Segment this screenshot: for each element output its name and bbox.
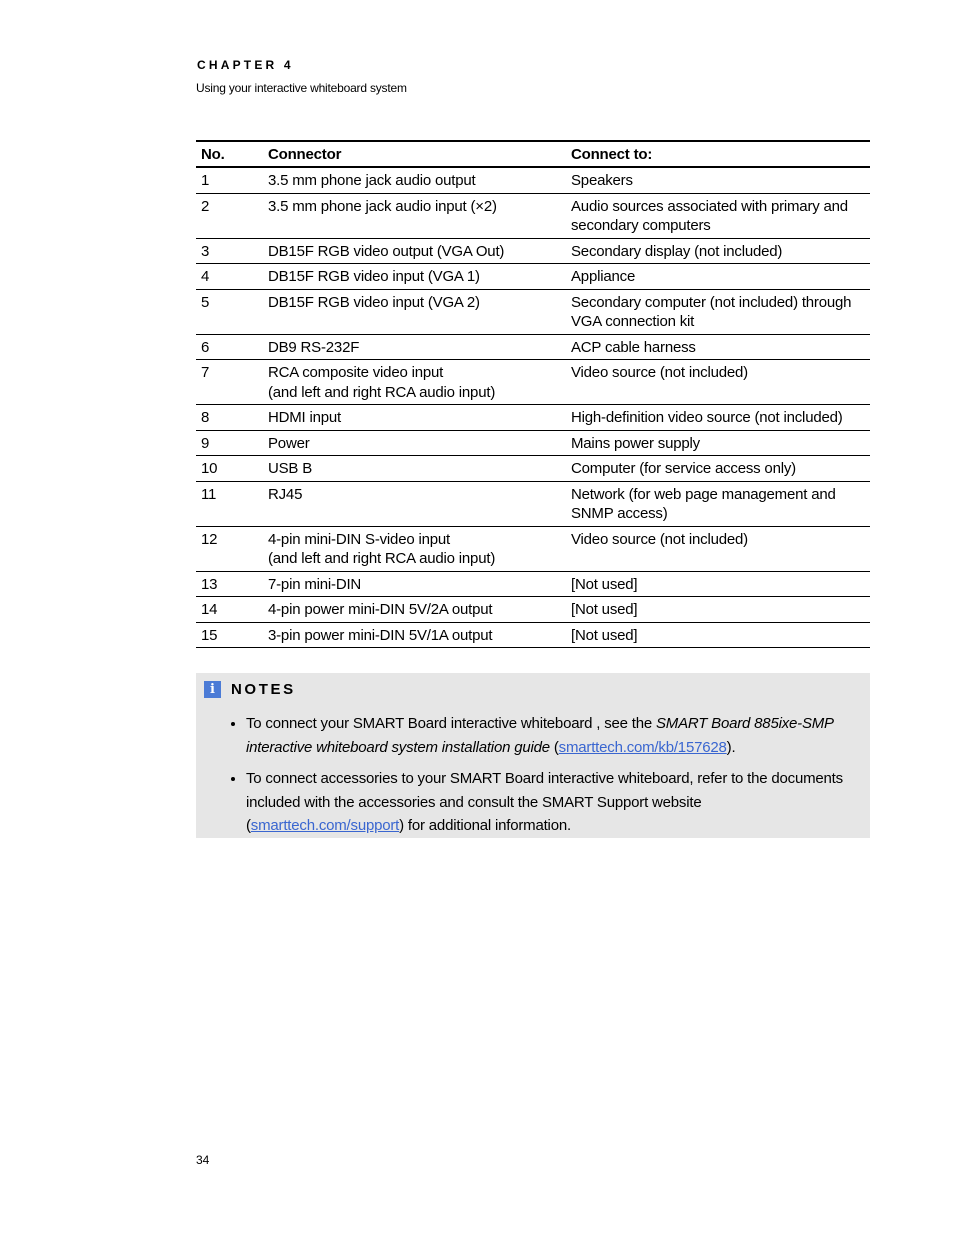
cell-number: 8 [201, 409, 210, 426]
cell-connector: 3.5 mm phone jack audio output [268, 172, 476, 189]
cell-connect-to: Video source (not included) [571, 530, 748, 548]
kb-link[interactable]: smarttech.com/kb/157628 [558, 738, 727, 756]
notes-list [226, 712, 870, 846]
table-row [196, 334, 870, 360]
cell-connect-to: High-definition video source (not included) [571, 409, 843, 426]
cell-connector: 4-pin mini-DIN S-video input (and left and right RCA audio input) [268, 530, 496, 567]
cell-number: 6 [201, 338, 210, 356]
cell-connect-to: Secondary display (not included) [571, 242, 783, 260]
cell-connector: DB15F RGB video input (VGA 2) [268, 293, 480, 311]
table-row [196, 238, 870, 264]
cell-connector: 3.5 mm phone jack audio input (×2) [268, 197, 497, 215]
notes-box [196, 673, 870, 838]
cell-connect-to: Mains power supply [571, 434, 700, 452]
cell-number: 2 [201, 197, 210, 215]
notes-title: NOTES [231, 681, 296, 698]
guide-title: SMART Board 885ixe-SMP interactive whiteboard system installation guide [246, 715, 834, 756]
cell-connect-to: ACP cable harness [571, 338, 696, 356]
cell-connector: HDMI input [268, 409, 342, 426]
cell-connect-to: [Not used] [571, 626, 638, 644]
cell-number: 7 [201, 364, 210, 381]
list-item [246, 712, 856, 759]
cell-connect-to: Appliance [571, 268, 636, 285]
cell-connector: 4-pin power mini-DIN 5V/2A output [268, 601, 493, 618]
table-row [196, 597, 870, 623]
cell-connect-to: Video source (not included) [571, 364, 748, 381]
cell-number: 3 [201, 242, 210, 260]
cell-connector: 3-pin power mini-DIN 5V/1A output [268, 626, 493, 644]
cell-connect-to: Audio sources associated with primary and secondary computers [571, 197, 848, 234]
column-header-connect-to: Connect to: [571, 146, 653, 163]
cell-number: 5 [201, 293, 210, 311]
table-row [196, 481, 870, 526]
cell-number: 1 [201, 172, 210, 189]
cell-connect-to: [Not used] [571, 601, 638, 618]
chapter-subtitle: Using your interactive whiteboard system [196, 81, 407, 95]
cell-number: 15 [201, 626, 218, 644]
cell-connector: Power [268, 434, 310, 452]
note-text: To connect accessories to your SMART Board interactive whiteboard, refer to the documents included with the accessories and consult the SMART Support website ( [246, 770, 843, 834]
cell-connect-to: Speakers [571, 172, 633, 189]
chapter-label: CHAPTER 4 [197, 58, 294, 72]
table-row [196, 405, 870, 431]
note-text: To connect your SMART Board interactive whiteboard , see the [246, 715, 656, 732]
table-row [196, 430, 870, 456]
table-row [196, 571, 870, 597]
note-text: ( [549, 738, 559, 756]
table-header-row [196, 141, 870, 167]
table-row [196, 456, 870, 482]
cell-connector: DB9 RS-232F [268, 338, 360, 356]
cell-connector: DB15F RGB video output (VGA Out) [268, 242, 505, 260]
note-text: ). [726, 738, 736, 756]
table-row [196, 622, 870, 648]
table-row [196, 264, 870, 290]
note-text: ) for additional information. [399, 817, 571, 834]
cell-number: 12 [201, 530, 218, 548]
info-icon: i [204, 681, 221, 698]
table-row [196, 289, 870, 334]
cell-number: 13 [201, 575, 218, 593]
table-row [196, 526, 870, 571]
list-item [246, 767, 856, 838]
cell-number: 10 [201, 460, 218, 477]
cell-connector: RJ45 [268, 485, 303, 503]
cell-connect-to: Secondary computer (not included) through VGA connection kit [571, 293, 852, 330]
cell-connector: USB B [268, 460, 313, 477]
support-link[interactable]: smarttech.com/support [250, 817, 400, 834]
cell-connect-to: Network (for web page management and SNMP access) [571, 485, 836, 522]
cell-connect-to: [Not used] [571, 575, 638, 593]
cell-number: 11 [201, 485, 217, 503]
cell-connector: RCA composite video input (and left and right RCA audio input) [268, 364, 496, 401]
table-row [196, 360, 870, 405]
cell-number: 4 [201, 268, 210, 285]
cell-connector: DB15F RGB video input (VGA 1) [268, 268, 480, 285]
table-row [196, 193, 870, 238]
column-header-number: No. [201, 146, 225, 163]
table-row [196, 167, 870, 193]
cell-connector: 7-pin mini-DIN [268, 575, 362, 593]
table-body [196, 167, 870, 648]
cell-number: 14 [201, 601, 218, 618]
page-number: 34 [196, 1153, 210, 1167]
connector-table [196, 140, 870, 648]
column-header-connector: Connector [268, 146, 342, 163]
cell-number: 9 [201, 434, 210, 452]
notes-header [204, 681, 296, 698]
cell-connect-to: Computer (for service access only) [571, 460, 796, 477]
